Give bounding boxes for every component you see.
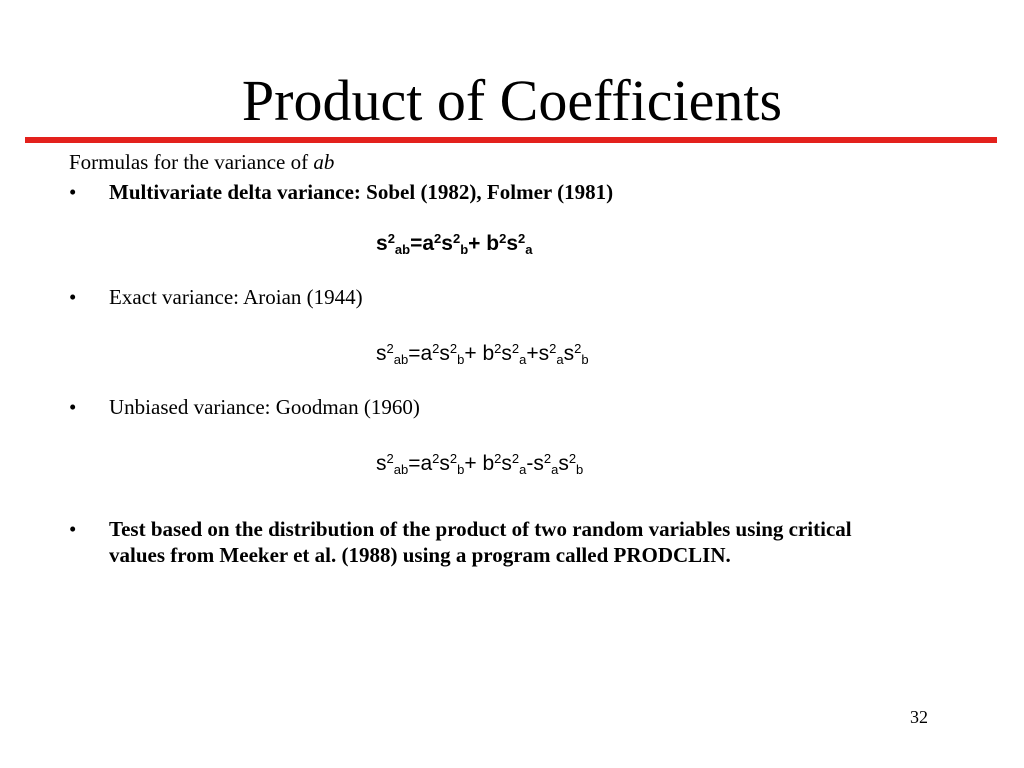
formula-sobel: $s^2_{ab}=a^2s^2_b+ b^2s^2_a$ [376, 231, 533, 257]
bullet-marker: • [69, 395, 77, 419]
formula-aroian: $s^2_{ab}=a^2s^2_b+ b^2s^2_a+s^2_as^2_b$ [376, 341, 589, 367]
bullet-goodman: Unbiased variance: Goodman (1960) [109, 395, 420, 419]
slide-title: Product of Coefficients [241, 68, 783, 133]
formula-goodman: $s^2_{ab}=a^2s^2_b+ b^2s^2_a-s^2_as^2_b$ [376, 451, 584, 477]
bullet-marker: • [69, 517, 77, 541]
title-divider [25, 137, 997, 143]
bullet-aroian: Exact variance: Aroian (1944) [109, 285, 363, 309]
bullet-marker: • [69, 285, 77, 309]
bullet-prodclin: Test based on the distribution of the product of two random variables using critical values from Meeker et al. (1988) using a program called PRODCLIN. [109, 517, 852, 567]
page-number: 32 [910, 707, 928, 727]
bullet-sobel: Multivariate delta variance: Sobel (1982), Folmer (1981) [109, 180, 614, 204]
intro-variable: ab [313, 150, 335, 174]
intro-text: Formulas for the variance of [69, 150, 314, 174]
bullet-marker: • [69, 180, 77, 204]
intro-line [69, 149, 334, 175]
